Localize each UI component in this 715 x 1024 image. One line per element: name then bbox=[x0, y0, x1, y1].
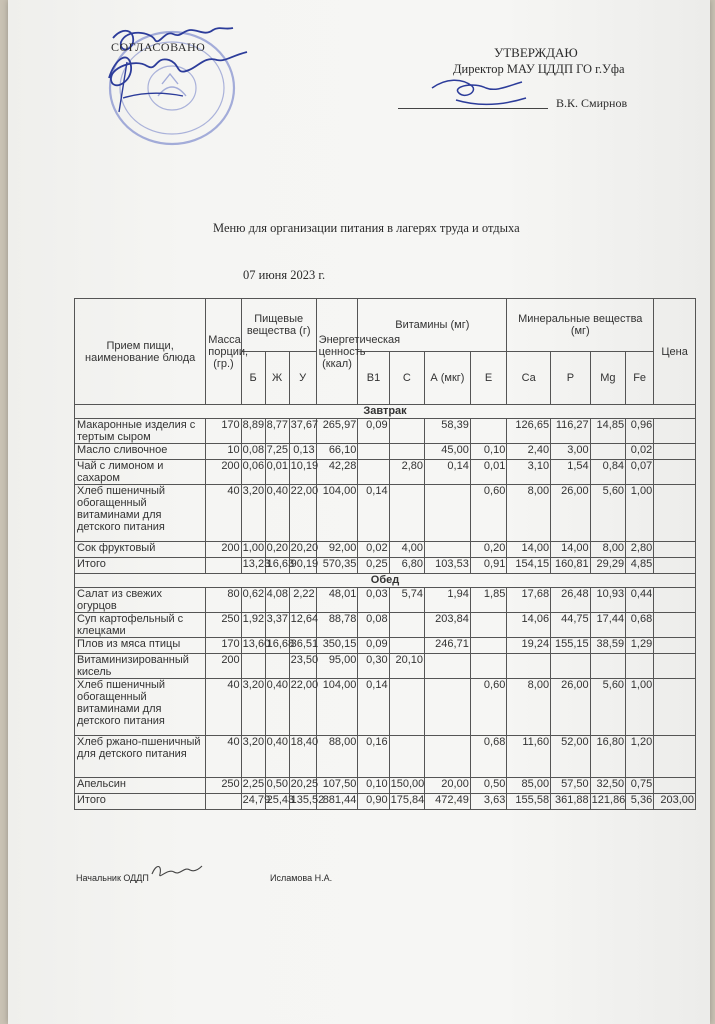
cell-a bbox=[425, 542, 471, 558]
cell-fe: 1,20 bbox=[626, 736, 654, 778]
dish-name: Макаронные изделия с тертым сыром bbox=[75, 419, 206, 444]
cell-v1: 0,14 bbox=[358, 485, 389, 542]
cell-mass: 40 bbox=[206, 679, 241, 736]
cell-c bbox=[389, 444, 424, 460]
dish-name: Салат из свежих огурцов bbox=[75, 588, 206, 613]
col-v1-header: В1 bbox=[358, 352, 389, 405]
cell-c: 5,74 bbox=[389, 588, 424, 613]
cell-mg bbox=[590, 654, 625, 679]
cell-mg: 17,44 bbox=[590, 613, 625, 638]
cell-p: 116,27 bbox=[551, 419, 591, 444]
cell-zh: 0,20 bbox=[265, 542, 289, 558]
cell-energy: 350,15 bbox=[316, 638, 358, 654]
cell-fe: 1,29 bbox=[626, 638, 654, 654]
cell-energy: 42,28 bbox=[316, 460, 358, 485]
cell-ca: 19,24 bbox=[507, 638, 551, 654]
cell-mg: 29,29 bbox=[590, 558, 625, 574]
cell-ca: 155,58 bbox=[507, 794, 551, 810]
cell-b: 3,20 bbox=[241, 736, 265, 778]
cell-mg: 0,84 bbox=[590, 460, 625, 485]
cell-a bbox=[425, 736, 471, 778]
table-row bbox=[75, 588, 696, 613]
col-mg-header: Mg bbox=[590, 352, 625, 405]
cell-u: 2,22 bbox=[289, 588, 316, 613]
cell-e: 0,20 bbox=[470, 542, 507, 558]
cell-mass: 200 bbox=[206, 654, 241, 679]
cell-energy: 104,00 bbox=[316, 679, 358, 736]
cell-v1: 0,10 bbox=[358, 778, 389, 794]
cell-v1: 0,09 bbox=[358, 638, 389, 654]
cell-e: 3,63 bbox=[470, 794, 507, 810]
cell-c: 175,84 bbox=[389, 794, 424, 810]
footer-name: Исламова Н.А. bbox=[270, 873, 333, 883]
cell-c: 20,10 bbox=[389, 654, 424, 679]
cell-energy: 92,00 bbox=[316, 542, 358, 558]
document-sheet bbox=[8, 0, 710, 1024]
cell-u: 22,00 bbox=[289, 485, 316, 542]
cell-energy: 570,35 bbox=[316, 558, 358, 574]
cell-price bbox=[654, 736, 696, 778]
approve-title: УТВЕРЖДАЮ bbox=[494, 45, 578, 60]
cell-e: 0,60 bbox=[470, 679, 507, 736]
cell-b: 13,60 bbox=[241, 638, 265, 654]
dish-name: Сок фруктовый bbox=[75, 542, 206, 558]
cell-e bbox=[470, 419, 507, 444]
cell-price bbox=[654, 638, 696, 654]
cell-zh: 4,08 bbox=[265, 588, 289, 613]
cell-p bbox=[551, 654, 591, 679]
cell-fe: 1,00 bbox=[626, 485, 654, 542]
cell-ca: 14,06 bbox=[507, 613, 551, 638]
section-label: Завтрак bbox=[75, 405, 696, 419]
footer-position: Начальник ОДДП bbox=[76, 873, 149, 883]
cell-fe bbox=[626, 654, 654, 679]
dish-name: Чай с лимоном и сахаром bbox=[75, 460, 206, 485]
cell-a bbox=[425, 679, 471, 736]
cell-price bbox=[654, 654, 696, 679]
cell-mg: 8,00 bbox=[590, 542, 625, 558]
table-row bbox=[75, 613, 696, 638]
cell-a: 20,00 bbox=[425, 778, 471, 794]
cell-energy: 104,00 bbox=[316, 485, 358, 542]
cell-b: 3,20 bbox=[241, 679, 265, 736]
table-row bbox=[75, 460, 696, 485]
cell-v1: 0,03 bbox=[358, 588, 389, 613]
cell-mass: 250 bbox=[206, 778, 241, 794]
col-e-header: Е bbox=[470, 352, 507, 405]
cell-e bbox=[470, 654, 507, 679]
cell-p: 26,48 bbox=[551, 588, 591, 613]
cell-zh: 0,40 bbox=[265, 679, 289, 736]
cell-v1: 0,25 bbox=[358, 558, 389, 574]
cell-fe: 0,44 bbox=[626, 588, 654, 613]
cell-mg: 32,50 bbox=[590, 778, 625, 794]
cell-mass bbox=[206, 794, 241, 810]
handwritten-signature-agreed bbox=[103, 18, 273, 128]
cell-mg: 5,60 bbox=[590, 679, 625, 736]
dish-name: Суп картофельный с клецками bbox=[75, 613, 206, 638]
section-label: Обед bbox=[75, 574, 696, 588]
cell-zh: 16,63 bbox=[265, 558, 289, 574]
cell-e: 1,85 bbox=[470, 588, 507, 613]
cell-energy: 48,01 bbox=[316, 588, 358, 613]
table-header-row-1 bbox=[75, 299, 696, 352]
cell-e: 0,50 bbox=[470, 778, 507, 794]
cell-c: 150,00 bbox=[389, 778, 424, 794]
cell-mass: 200 bbox=[206, 460, 241, 485]
cell-price: 203,00 bbox=[654, 794, 696, 810]
cell-u: 10,19 bbox=[289, 460, 316, 485]
cell-p: 3,00 bbox=[551, 444, 591, 460]
agreed-label: СОГЛАСОВАНО bbox=[111, 40, 206, 54]
cell-ca bbox=[507, 654, 551, 679]
cell-u: 20,25 bbox=[289, 778, 316, 794]
cell-zh: 8,77 bbox=[265, 419, 289, 444]
table-row bbox=[75, 558, 696, 574]
cell-b: 1,00 bbox=[241, 542, 265, 558]
cell-a: 58,39 bbox=[425, 419, 471, 444]
cell-fe: 1,00 bbox=[626, 679, 654, 736]
table-row bbox=[75, 419, 696, 444]
cell-b: 0,06 bbox=[241, 460, 265, 485]
cell-v1: 0,90 bbox=[358, 794, 389, 810]
cell-p: 361,88 bbox=[551, 794, 591, 810]
cell-ca: 154,15 bbox=[507, 558, 551, 574]
table-row bbox=[75, 794, 696, 810]
col-energy-header: Энергетическая ценность (ккал) bbox=[316, 299, 358, 405]
cell-e: 0,68 bbox=[470, 736, 507, 778]
cell-b bbox=[241, 654, 265, 679]
table-row bbox=[75, 638, 696, 654]
cell-e: 0,60 bbox=[470, 485, 507, 542]
cell-mg bbox=[590, 444, 625, 460]
handwritten-signature-footer bbox=[148, 862, 268, 880]
cell-price bbox=[654, 558, 696, 574]
cell-b: 3,20 bbox=[241, 485, 265, 542]
approve-name: В.К. Смирнов bbox=[556, 96, 628, 110]
cell-v1 bbox=[358, 460, 389, 485]
cell-ca: 85,00 bbox=[507, 778, 551, 794]
cell-u: 12,64 bbox=[289, 613, 316, 638]
dish-name: Плов из мяса птицы bbox=[75, 638, 206, 654]
cell-u: 23,50 bbox=[289, 654, 316, 679]
cell-ca: 8,00 bbox=[507, 679, 551, 736]
cell-c: 4,00 bbox=[389, 542, 424, 558]
cell-c bbox=[389, 419, 424, 444]
cell-mass: 10 bbox=[206, 444, 241, 460]
cell-a: 1,94 bbox=[425, 588, 471, 613]
cell-price bbox=[654, 613, 696, 638]
cell-a: 0,14 bbox=[425, 460, 471, 485]
dish-name: Хлеб ржано-пшеничный для детского питания bbox=[75, 736, 206, 778]
table-row bbox=[75, 679, 696, 736]
cell-price bbox=[654, 460, 696, 485]
col-zh-header: Ж bbox=[265, 352, 289, 405]
cell-price bbox=[654, 485, 696, 542]
table-row bbox=[75, 485, 696, 542]
col-fe-header: Fe bbox=[626, 352, 654, 405]
cell-price bbox=[654, 542, 696, 558]
cell-mass: 80 bbox=[206, 588, 241, 613]
cell-price bbox=[654, 778, 696, 794]
cell-mass: 200 bbox=[206, 542, 241, 558]
dish-name: Итого bbox=[75, 794, 206, 810]
cell-mg: 10,93 bbox=[590, 588, 625, 613]
col-u-header: У bbox=[289, 352, 316, 405]
menu-table bbox=[74, 298, 696, 810]
cell-energy: 265,97 bbox=[316, 419, 358, 444]
table-row bbox=[75, 778, 696, 794]
dish-name: Хлеб пшеничный обогащенный витаминами для детского питания bbox=[75, 679, 206, 736]
cell-v1: 0,14 bbox=[358, 679, 389, 736]
cell-fe: 0,02 bbox=[626, 444, 654, 460]
cell-p: 155,15 bbox=[551, 638, 591, 654]
cell-ca: 3,10 bbox=[507, 460, 551, 485]
cell-u: 135,52 bbox=[289, 794, 316, 810]
cell-c bbox=[389, 613, 424, 638]
cell-p: 57,50 bbox=[551, 778, 591, 794]
document-date: 07 июня 2023 г. bbox=[243, 268, 326, 282]
cell-u: 0,13 bbox=[289, 444, 316, 460]
col-mass-header: Масса порции, (гр.) bbox=[206, 299, 241, 405]
cell-zh: 0,01 bbox=[265, 460, 289, 485]
cell-price bbox=[654, 679, 696, 736]
cell-u: 20,20 bbox=[289, 542, 316, 558]
cell-u: 37,67 bbox=[289, 419, 316, 444]
cell-energy: 881,44 bbox=[316, 794, 358, 810]
cell-a: 203,84 bbox=[425, 613, 471, 638]
col-meal-header: Прием пищи, наименование блюда bbox=[75, 299, 206, 405]
cell-fe: 5,36 bbox=[626, 794, 654, 810]
dish-name: Масло сливочное bbox=[75, 444, 206, 460]
cell-e: 0,01 bbox=[470, 460, 507, 485]
cell-energy: 95,00 bbox=[316, 654, 358, 679]
handwritten-signature-director bbox=[426, 72, 546, 112]
col-b-header: Б bbox=[241, 352, 265, 405]
document-title: Меню для организации питания в лагерях труда и отдыха bbox=[213, 221, 520, 235]
cell-energy: 88,00 bbox=[316, 736, 358, 778]
cell-c bbox=[389, 679, 424, 736]
table-row bbox=[75, 736, 696, 778]
cell-v1: 0,08 bbox=[358, 613, 389, 638]
cell-c: 2,80 bbox=[389, 460, 424, 485]
cell-fe: 0,96 bbox=[626, 419, 654, 444]
cell-a bbox=[425, 654, 471, 679]
cell-ca: 17,68 bbox=[507, 588, 551, 613]
cell-energy: 88,78 bbox=[316, 613, 358, 638]
cell-zh: 25,43 bbox=[265, 794, 289, 810]
cell-price bbox=[654, 419, 696, 444]
cell-a: 472,49 bbox=[425, 794, 471, 810]
approve-position: Директор МАУ ЦДДП ГО г.Уфа bbox=[453, 62, 625, 76]
cell-energy: 107,50 bbox=[316, 778, 358, 794]
cell-price bbox=[654, 588, 696, 613]
cell-e: 0,91 bbox=[470, 558, 507, 574]
col-nutrients-header: Пищевые вещества (г) bbox=[241, 299, 316, 352]
cell-p: 160,81 bbox=[551, 558, 591, 574]
cell-b: 8,89 bbox=[241, 419, 265, 444]
cell-a: 103,53 bbox=[425, 558, 471, 574]
cell-fe: 4,85 bbox=[626, 558, 654, 574]
cell-mg: 14,85 bbox=[590, 419, 625, 444]
cell-a: 246,71 bbox=[425, 638, 471, 654]
cell-a: 45,00 bbox=[425, 444, 471, 460]
cell-zh: 7,25 bbox=[265, 444, 289, 460]
cell-v1: 0,09 bbox=[358, 419, 389, 444]
col-c-header: С bbox=[389, 352, 424, 405]
cell-ca: 8,00 bbox=[507, 485, 551, 542]
cell-e bbox=[470, 613, 507, 638]
cell-mass: 40 bbox=[206, 736, 241, 778]
cell-mg: 38,59 bbox=[590, 638, 625, 654]
table-row bbox=[75, 542, 696, 558]
cell-mass: 250 bbox=[206, 613, 241, 638]
cell-v1: 0,30 bbox=[358, 654, 389, 679]
menu-table-body bbox=[75, 405, 696, 810]
cell-v1 bbox=[358, 444, 389, 460]
cell-ca: 126,65 bbox=[507, 419, 551, 444]
cell-zh bbox=[265, 654, 289, 679]
cell-p: 26,00 bbox=[551, 485, 591, 542]
cell-v1: 0,02 bbox=[358, 542, 389, 558]
cell-fe: 0,68 bbox=[626, 613, 654, 638]
col-ca-header: Са bbox=[507, 352, 551, 405]
cell-c bbox=[389, 638, 424, 654]
cell-b: 13,23 bbox=[241, 558, 265, 574]
cell-p: 1,54 bbox=[551, 460, 591, 485]
cell-p: 52,00 bbox=[551, 736, 591, 778]
cell-ca: 11,60 bbox=[507, 736, 551, 778]
cell-u: 18,40 bbox=[289, 736, 316, 778]
cell-zh: 0,50 bbox=[265, 778, 289, 794]
cell-fe: 2,80 bbox=[626, 542, 654, 558]
section-lunch bbox=[75, 574, 696, 588]
col-vitamins-header: Витамины (мг) bbox=[358, 299, 507, 352]
cell-zh: 16,68 bbox=[265, 638, 289, 654]
cell-c bbox=[389, 485, 424, 542]
cell-mass: 170 bbox=[206, 638, 241, 654]
cell-u: 22,00 bbox=[289, 679, 316, 736]
cell-mg: 5,60 bbox=[590, 485, 625, 542]
cell-b: 2,25 bbox=[241, 778, 265, 794]
table-row bbox=[75, 654, 696, 679]
section-breakfast bbox=[75, 405, 696, 419]
cell-mg: 16,80 bbox=[590, 736, 625, 778]
cell-price bbox=[654, 444, 696, 460]
cell-b: 24,79 bbox=[241, 794, 265, 810]
cell-e bbox=[470, 638, 507, 654]
cell-zh: 0,40 bbox=[265, 485, 289, 542]
dish-name: Апельсин bbox=[75, 778, 206, 794]
cell-zh: 3,37 bbox=[265, 613, 289, 638]
cell-mass: 40 bbox=[206, 485, 241, 542]
cell-b: 0,62 bbox=[241, 588, 265, 613]
cell-c bbox=[389, 736, 424, 778]
cell-zh: 0,40 bbox=[265, 736, 289, 778]
cell-u: 36,51 bbox=[289, 638, 316, 654]
dish-name: Итого bbox=[75, 558, 206, 574]
col-p-header: Р bbox=[551, 352, 591, 405]
cell-e: 0,10 bbox=[470, 444, 507, 460]
dish-name: Витаминизированный кисель bbox=[75, 654, 206, 679]
cell-c: 6,80 bbox=[389, 558, 424, 574]
cell-fe: 0,07 bbox=[626, 460, 654, 485]
dish-name: Хлеб пшеничный обогащенный витаминами для детского питания bbox=[75, 485, 206, 542]
cell-mg: 121,86 bbox=[590, 794, 625, 810]
cell-u: 90,19 bbox=[289, 558, 316, 574]
cell-mass: 170 bbox=[206, 419, 241, 444]
cell-p: 44,75 bbox=[551, 613, 591, 638]
cell-ca: 2,40 bbox=[507, 444, 551, 460]
col-price-header: Цена bbox=[654, 299, 696, 405]
cell-mass bbox=[206, 558, 241, 574]
cell-v1: 0,16 bbox=[358, 736, 389, 778]
cell-p: 26,00 bbox=[551, 679, 591, 736]
table-row bbox=[75, 444, 696, 460]
cell-ca: 14,00 bbox=[507, 542, 551, 558]
col-minerals-header: Минеральные вещества (мг) bbox=[507, 299, 654, 352]
col-a-header: А (мкг) bbox=[425, 352, 471, 405]
cell-p: 14,00 bbox=[551, 542, 591, 558]
cell-b: 1,92 bbox=[241, 613, 265, 638]
cell-energy: 66,10 bbox=[316, 444, 358, 460]
cell-fe: 0,75 bbox=[626, 778, 654, 794]
cell-a bbox=[425, 485, 471, 542]
cell-b: 0,08 bbox=[241, 444, 265, 460]
